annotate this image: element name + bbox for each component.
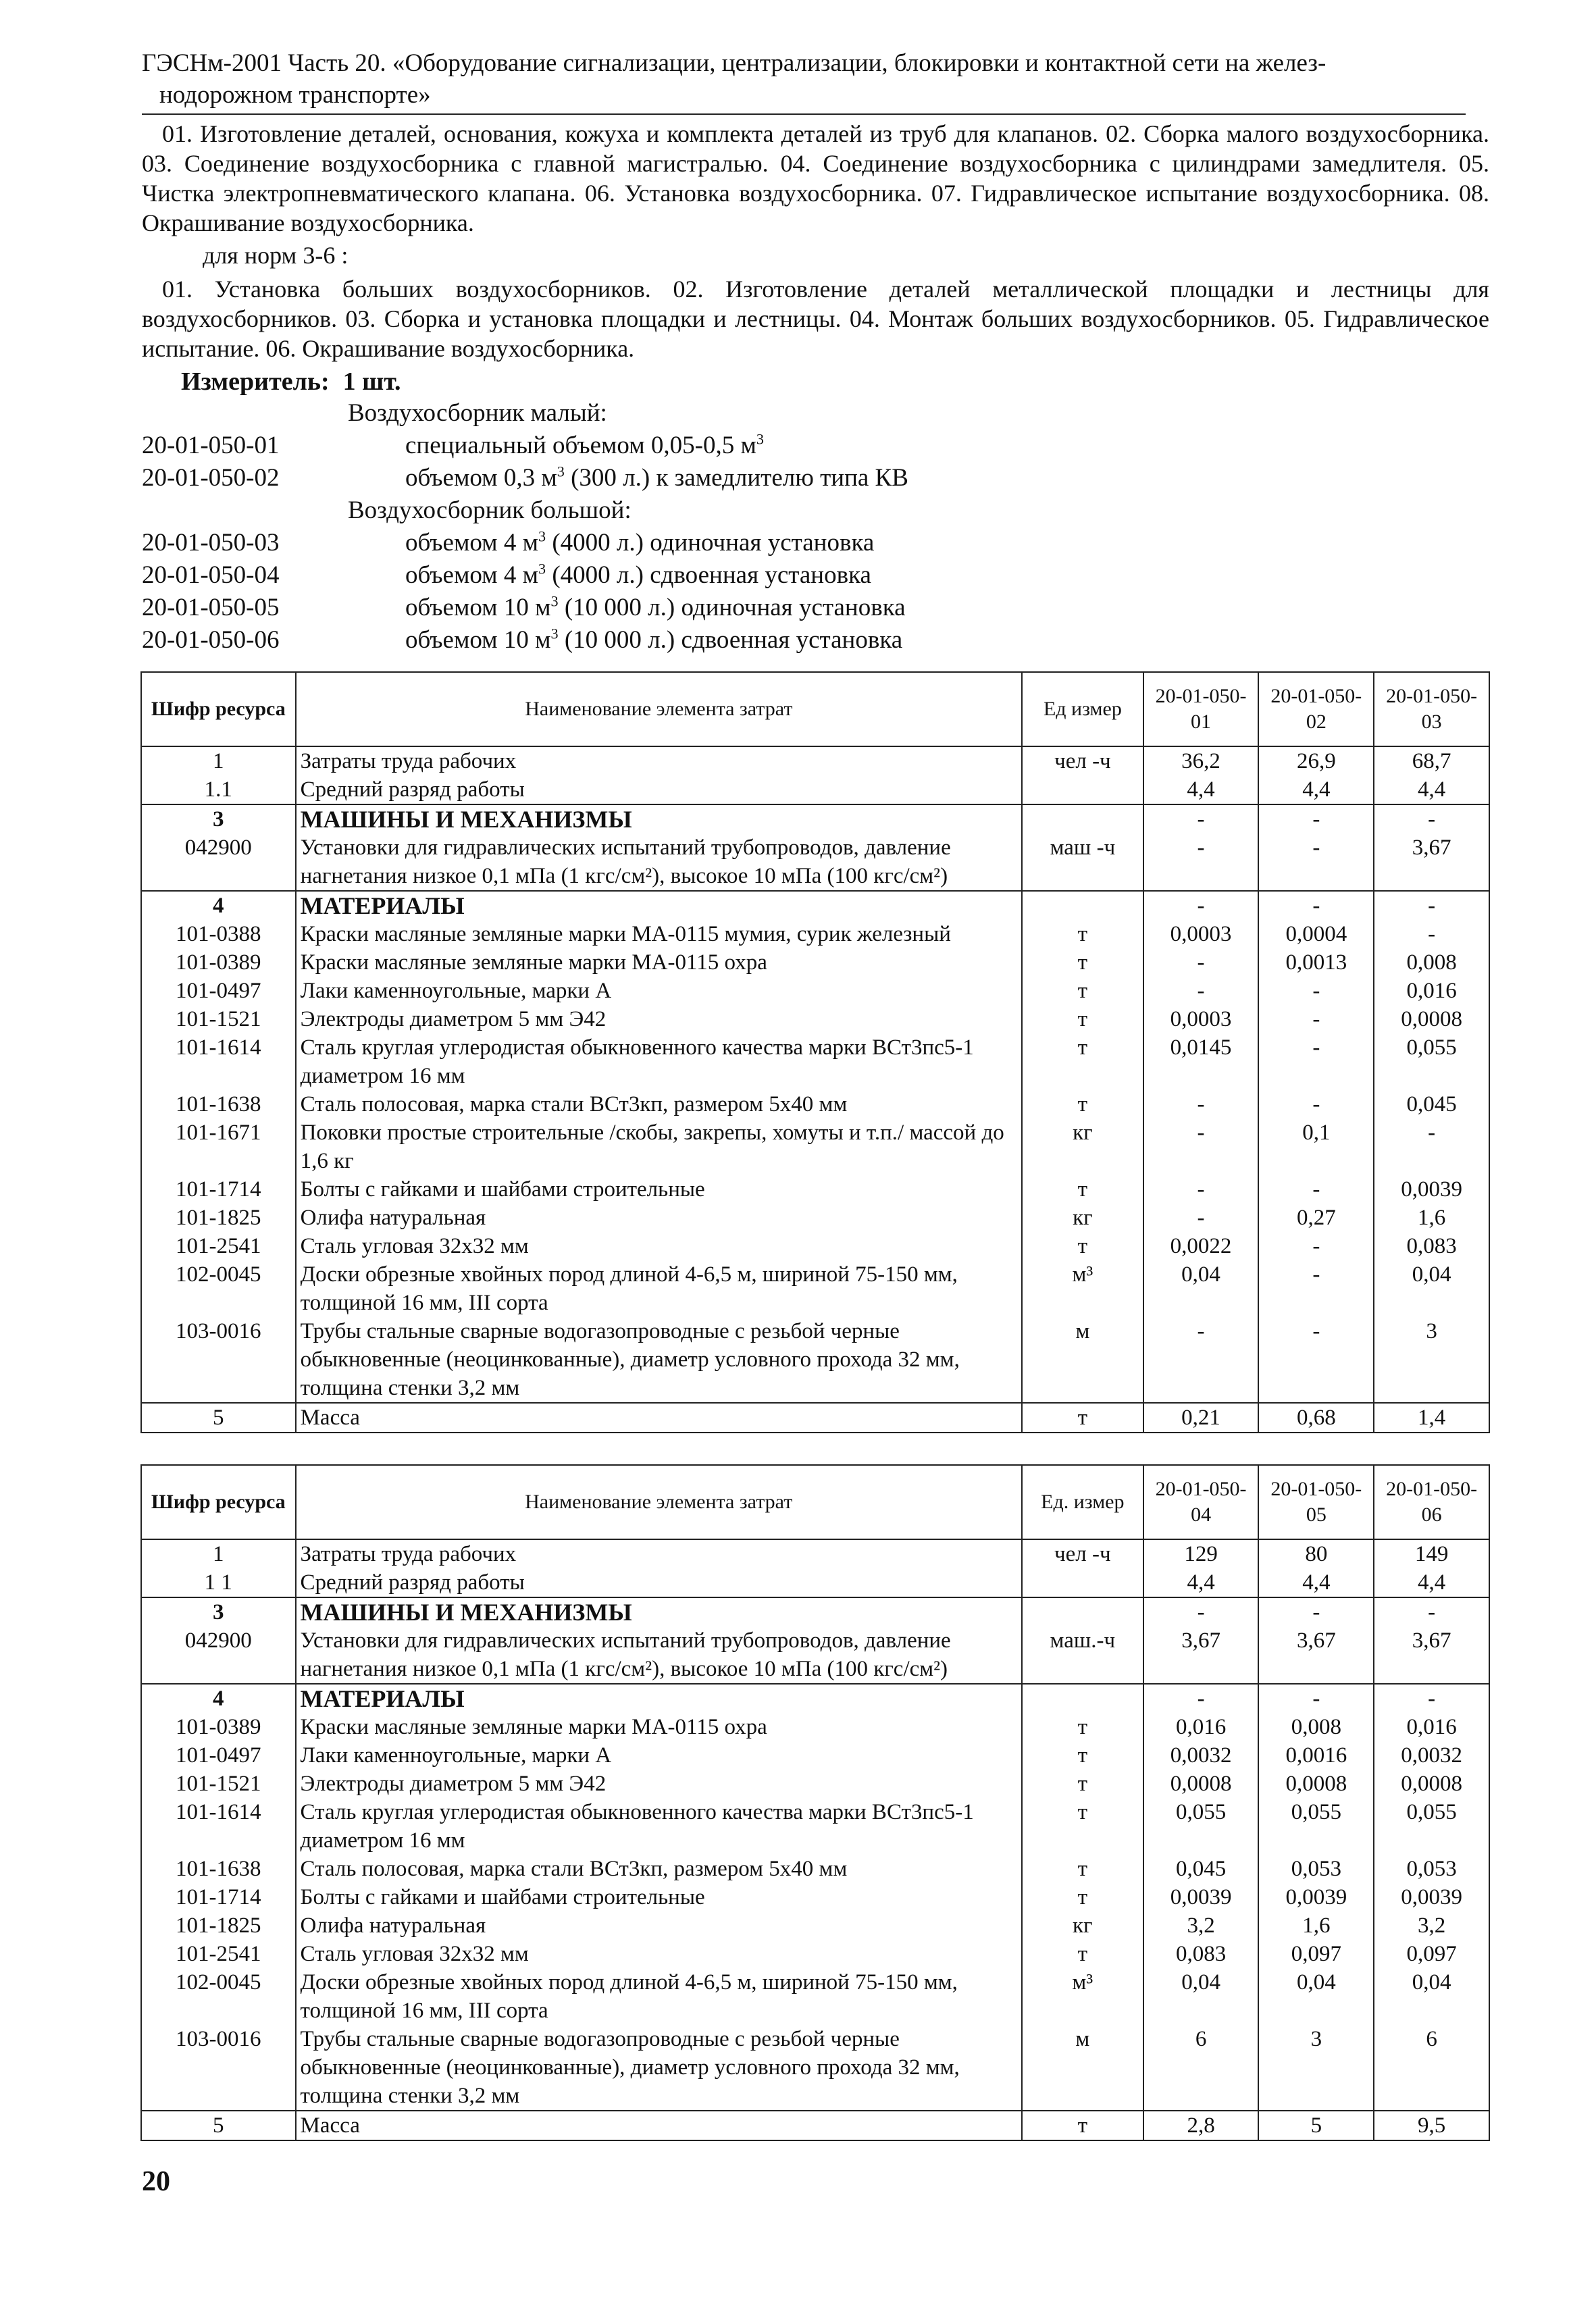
table-cell-c5: 26,9 — [1258, 746, 1374, 775]
table-cell-c5: - — [1258, 1684, 1374, 1713]
table-cell-c5: - — [1258, 1090, 1374, 1119]
table-cell-c2: Сталь круглая углеродистая обыкновенного качества марки ВСт3пс5-1 диаметром 16 мм — [296, 1798, 1022, 1855]
table-cell-c4: - — [1143, 1597, 1259, 1626]
table-cell-c2: Краски масляные земляные марки МА-0115 мумия, сурик железный — [296, 920, 1023, 948]
norm-code: 20-01-050-03 — [142, 529, 280, 557]
table-cell-c1: 101-1825 — [141, 1204, 296, 1232]
table-cell-c2: Сталь круглая углеродистая обыкновенного качества марки ВСт3пс5-1 диаметром 16 мм — [296, 1033, 1023, 1090]
norm-description: объемом 4 $м^3$ (4000 л.) сдвоенная установка — [405, 560, 871, 589]
norm-description: объемом 10 $м^3$ (10 000 л.) одиночная установка — [405, 592, 906, 621]
table-cell-c4: 0,21 — [1143, 1403, 1259, 1433]
table-cell-c3 — [1022, 775, 1143, 804]
group-small-title: Воздухосборник малый: — [348, 399, 607, 427]
table-cell-c1: 4 — [141, 891, 296, 920]
table-cell-c1: 102-0045 — [141, 1260, 296, 1317]
norm-description: объемом 0,3 $м^3$ (300 л.) к замедлителю типа КВ — [405, 463, 908, 492]
table-cell-c5: 0,04 — [1258, 1968, 1374, 2025]
table-row — [141, 1539, 1489, 1568]
table-cell-c1: 101-1614 — [141, 1033, 296, 1090]
table-cell-c5: 4,4 — [1258, 775, 1374, 804]
table-cell-c5: 0,0016 — [1258, 1741, 1374, 1770]
table-cell-c6: 0,083 — [1374, 1232, 1489, 1260]
table-cell-c4: 0,0145 — [1143, 1033, 1259, 1090]
table-cell-c1: 103-0016 — [141, 2025, 296, 2111]
table-cell-c4: 2,8 — [1143, 2111, 1259, 2140]
table-cell-c3: кг — [1022, 1119, 1143, 1175]
table-cell-c5: 4,4 — [1258, 1568, 1374, 1597]
table-cell-c6: 0,0032 — [1374, 1741, 1489, 1770]
table-cell-c4: 0,0003 — [1143, 1005, 1259, 1033]
table-cell-c4: - — [1143, 1090, 1259, 1119]
table-row — [141, 977, 1489, 1005]
table-cell-c4: - — [1143, 1317, 1259, 1403]
table-cell-c3: м³ — [1022, 1260, 1143, 1317]
table-cell-c1: 3 — [141, 1597, 296, 1626]
norm-code: 20-01-050-04 — [142, 561, 280, 589]
table-cell-c2: МАТЕРИАЛЫ — [296, 1684, 1022, 1713]
table-cell-c4: 0,0032 — [1143, 1741, 1259, 1770]
code-row — [142, 527, 1489, 559]
table-cell-c5: - — [1258, 833, 1374, 891]
table-cell-c3: т — [1022, 1713, 1143, 1741]
table-cell-c1: 1 — [141, 1539, 296, 1568]
table-cell-c6: 0,008 — [1374, 948, 1489, 977]
table-cell-c4: - — [1143, 833, 1259, 891]
table-cell-c2: Сталь угловая 32х32 мм — [296, 1940, 1022, 1968]
table-cell-c2: Сталь полосовая, марка стали ВСт3кп, размером 5х40 мм — [296, 1090, 1023, 1119]
table-cell-c1: 101-0388 — [141, 920, 296, 948]
table-cell-c5: - — [1258, 1033, 1374, 1090]
table-cell-c3: т — [1022, 1005, 1143, 1033]
table-cell-c3: т — [1022, 1033, 1143, 1090]
table-cell-c2: Затраты труда рабочих — [296, 746, 1023, 775]
table-cell-c3: м — [1022, 1317, 1143, 1403]
table-cell-c2: Поковки простые строительные /скобы, закрепы, хомуты и т.п./ массой до 1,6 кг — [296, 1119, 1023, 1175]
table-cell-c5: 1,6 — [1258, 1911, 1374, 1940]
table-cell-c5: 0,0039 — [1258, 1883, 1374, 1911]
table-row — [141, 920, 1489, 948]
table-row — [141, 1568, 1489, 1597]
table-cell-c3: т — [1022, 1883, 1143, 1911]
table-cell-c5: - — [1258, 1232, 1374, 1260]
table-cell-c1: 101-0497 — [141, 1741, 296, 1770]
document-page — [142, 47, 1489, 2141]
table-cell-c4: - — [1143, 891, 1259, 920]
table-cell-c1: 042900 — [141, 1626, 296, 1684]
col-header-norm: 20-01-050-01 — [1143, 672, 1259, 746]
table-cell-c6: 1,4 — [1374, 1403, 1489, 1433]
table-cell-c4: 4,4 — [1143, 1568, 1259, 1597]
table-cell-c2: Болты с гайками и шайбами строительные — [296, 1883, 1022, 1911]
col-header-norm: 20-01-050-04 — [1143, 1465, 1259, 1539]
table-cell-c4: 0,055 — [1143, 1798, 1259, 1855]
table-cell-c5: - — [1258, 1597, 1374, 1626]
table-cell-c4: 0,0008 — [1143, 1770, 1259, 1798]
table-cell-c2: Олифа натуральная — [296, 1204, 1023, 1232]
work-description-2: 01. Установка больших воздухосборников. 02. Изготовление деталей металлической площадки и лестницы для воздухосборников. 03. Сборка и установка площадки и лестницы. 04. Монтаж больших воздухосборников. 05. Гидравлическое испытание. 06. Окрашивание воздухосборника. — [142, 276, 1489, 362]
table-cell-c6: 3,67 — [1374, 833, 1489, 891]
table-cell-c1: 101-0389 — [141, 948, 296, 977]
table-cell-c1: 042900 — [141, 833, 296, 891]
table-cell-c1: 101-1638 — [141, 1090, 296, 1119]
table-row — [141, 1033, 1489, 1090]
code-row — [142, 462, 1489, 494]
table-cell-c4: 4,4 — [1143, 775, 1259, 804]
table-cell-c6: 0,055 — [1374, 1798, 1489, 1855]
table-cell-c1: 101-1614 — [141, 1798, 296, 1855]
page-number: 20 — [142, 2166, 170, 2197]
table-row — [141, 746, 1489, 775]
table-cell-c6: 4,4 — [1374, 1568, 1489, 1597]
table-cell-c4: 0,016 — [1143, 1713, 1259, 1741]
table-cell-c3: т — [1022, 1940, 1143, 1968]
table-cell-c1: 101-1825 — [141, 1911, 296, 1940]
table-row — [141, 1911, 1489, 1940]
table-cell-c3: т — [1022, 2111, 1143, 2140]
norm-code: 20-01-050-05 — [142, 594, 280, 621]
table-cell-c2: МАШИНЫ И МЕХАНИЗМЫ — [296, 804, 1023, 833]
table-row — [141, 1713, 1489, 1741]
col-header-code: Шифр ресурса — [141, 672, 296, 746]
col-header-unit: Ед измер — [1022, 672, 1143, 746]
table-cell-c1: 101-1671 — [141, 1119, 296, 1175]
table-cell-c4: 0,0039 — [1143, 1883, 1259, 1911]
table-cell-c2: Олифа натуральная — [296, 1911, 1022, 1940]
table-cell-c1: 1 1 — [141, 1568, 296, 1597]
table-cell-c1: 101-1714 — [141, 1883, 296, 1911]
col-header-name: Наименование элемента затрат — [296, 672, 1023, 746]
table-cell-c3: т — [1022, 1403, 1143, 1433]
table-cell-c1: 101-1714 — [141, 1175, 296, 1204]
table-cell-c3 — [1022, 1597, 1143, 1626]
table-cell-c3: маш -ч — [1022, 833, 1143, 891]
table-cell-c3 — [1022, 1568, 1143, 1597]
table-cell-c5: 0,055 — [1258, 1798, 1374, 1855]
table-cell-c6: 0,055 — [1374, 1033, 1489, 1090]
table-cell-c6: 0,016 — [1374, 1713, 1489, 1741]
table-cell-c3: т — [1022, 920, 1143, 948]
table-row — [141, 1232, 1489, 1260]
table-cell-c2: Установки для гидравлических испытаний трубопроводов, давление нагнетания низкое 0,1 мПа (1 кгс/см²), высокое 10 мПа (100 кгс/см²) — [296, 1626, 1022, 1684]
table-row — [141, 1770, 1489, 1798]
table-cell-c2: Трубы стальные сварные водогазопроводные с резьбой черные обыкновенные (неоцинкованные), диаметр условного прохода 32 мм, толщина стенки 3,2 мм — [296, 2025, 1022, 2111]
table-cell-c4: 6 — [1143, 2025, 1259, 2111]
table-cell-c6: 0,0039 — [1374, 1175, 1489, 1204]
table-cell-c4: 0,045 — [1143, 1855, 1259, 1883]
table-row — [141, 1204, 1489, 1232]
table-cell-c5: 0,053 — [1258, 1855, 1374, 1883]
measure-line — [142, 366, 1489, 397]
table-cell-c3: т — [1022, 977, 1143, 1005]
norm-code: 20-01-050-01 — [142, 432, 280, 459]
table-cell-c1: 103-0016 — [141, 1317, 296, 1403]
table-row — [141, 1260, 1489, 1317]
table-row — [141, 1597, 1489, 1626]
table-cell-c4: - — [1143, 1684, 1259, 1713]
table-row — [141, 833, 1489, 891]
table-cell-c2: Краски масляные земляные марки МА-0115 охра — [296, 1713, 1022, 1741]
table-cell-c5: 80 — [1258, 1539, 1374, 1568]
table-cell-c6: - — [1374, 920, 1489, 948]
table-cell-c4: 0,0003 — [1143, 920, 1259, 948]
table-cell-c6: - — [1374, 804, 1489, 833]
table-cell-c4: 129 — [1143, 1539, 1259, 1568]
table-cell-c6: - — [1374, 1119, 1489, 1175]
table-header-row — [141, 1465, 1489, 1539]
norm-description: объемом 10 $м^3$ (10 000 л.) сдвоенная установка — [405, 625, 903, 654]
table-cell-c1: 1.1 — [141, 775, 296, 804]
table-row — [141, 804, 1489, 833]
norm-codes-list — [142, 397, 1489, 657]
table-cell-c5: 0,0004 — [1258, 920, 1374, 948]
table-cell-c3: т — [1022, 1770, 1143, 1798]
table-cell-c5: 0,097 — [1258, 1940, 1374, 1968]
table-cell-c3: чел -ч — [1022, 746, 1143, 775]
table-cell-c5: 0,68 — [1258, 1403, 1374, 1433]
table-cell-c6: 0,045 — [1374, 1090, 1489, 1119]
code-row — [142, 624, 1489, 657]
table-cell-c1: 3 — [141, 804, 296, 833]
table-cell-c3: т — [1022, 1175, 1143, 1204]
col-header-norm: 20-01-050-02 — [1258, 672, 1374, 746]
table-cell-c6: 0,04 — [1374, 1968, 1489, 2025]
table-row — [141, 891, 1489, 920]
header-line-1: ГЭСНм-2001 Часть 20. «Оборудование сигнализации, централизации, блокировки и контактной сети на желез- — [142, 49, 1327, 77]
table-cell-c1: 101-1638 — [141, 1855, 296, 1883]
table-cell-c3: кг — [1022, 1204, 1143, 1232]
table-cell-c5: 0,008 — [1258, 1713, 1374, 1741]
table-cell-c4: - — [1143, 948, 1259, 977]
table-row — [141, 2111, 1489, 2140]
table-cell-c2: Установки для гидравлических испытаний трубопроводов, давление нагнетания низкое 0,1 мПа (1 кгс/см²), высокое 10 мПа (100 кгс/см²) — [296, 833, 1023, 891]
table-cell-c2: Электроды диаметром 5 мм Э42 — [296, 1005, 1023, 1033]
table-row — [141, 1626, 1489, 1684]
table-cell-c4: - — [1143, 804, 1259, 833]
table-cell-c5: 3 — [1258, 2025, 1374, 2111]
col-header-norm: 20-01-050-06 — [1374, 1465, 1489, 1539]
code-row — [142, 430, 1489, 462]
table-cell-c3: т — [1022, 948, 1143, 977]
table-cell-c6: - — [1374, 891, 1489, 920]
table-cell-c3: т — [1022, 1232, 1143, 1260]
table-row — [141, 1005, 1489, 1033]
table-cell-c1: 4 — [141, 1684, 296, 1713]
table-cell-c2: Краски масляные земляные марки МА-0115 охра — [296, 948, 1023, 977]
table-cell-c2: Сталь угловая 32х32 мм — [296, 1232, 1023, 1260]
norm-code: 20-01-050-06 — [142, 626, 280, 654]
table-cell-c6: 3,2 — [1374, 1911, 1489, 1940]
table-cell-c2: МАШИНЫ И МЕХАНИЗМЫ — [296, 1597, 1022, 1626]
table-cell-c3 — [1022, 804, 1143, 833]
table-row — [141, 1741, 1489, 1770]
table-row — [141, 1798, 1489, 1855]
col-header-unit: Ед. измер — [1022, 1465, 1143, 1539]
table-cell-c6: 0,053 — [1374, 1855, 1489, 1883]
table-cell-c5: 0,27 — [1258, 1204, 1374, 1232]
table-cell-c2: Трубы стальные сварные водогазопроводные с резьбой черные обыкновенные (неоцинкованные), диаметр условного прохода 32 мм, толщина стенки 3,2 мм — [296, 1317, 1023, 1403]
table-row — [141, 1090, 1489, 1119]
table-cell-c4: 36,2 — [1143, 746, 1259, 775]
table-row — [141, 1403, 1489, 1433]
table-cell-c2: МАТЕРИАЛЫ — [296, 891, 1023, 920]
table-cell-c5: 0,0008 — [1258, 1770, 1374, 1798]
table-row — [141, 775, 1489, 804]
table-cell-c6: 0,016 — [1374, 977, 1489, 1005]
table-header-row — [141, 672, 1489, 746]
norm-description: специальный объемом 0,05-0,5 $м^3$ — [405, 430, 764, 459]
table-cell-c3: маш.-ч — [1022, 1626, 1143, 1684]
table-cell-c4: 3,2 — [1143, 1911, 1259, 1940]
table-cell-c3: м — [1022, 2025, 1143, 2111]
table-cell-c4: 0,0022 — [1143, 1232, 1259, 1260]
table-row — [141, 1883, 1489, 1911]
resource-table-2 — [140, 1464, 1490, 2141]
table-cell-c4: 0,083 — [1143, 1940, 1259, 1968]
table-cell-c2: Сталь полосовая, марка стали ВСт3кп, размером 5х40 мм — [296, 1855, 1022, 1883]
table-cell-c6: 0,04 — [1374, 1260, 1489, 1317]
table-cell-c4: - — [1143, 1204, 1259, 1232]
table-row — [141, 1940, 1489, 1968]
table-cell-c3: т — [1022, 1741, 1143, 1770]
resource-table-1 — [140, 671, 1490, 1433]
table-cell-c6: 0,0039 — [1374, 1883, 1489, 1911]
table-cell-c6: 0,0008 — [1374, 1770, 1489, 1798]
table-row — [141, 1317, 1489, 1403]
norm-code: 20-01-050-02 — [142, 464, 280, 492]
table-cell-c2: Болты с гайками и шайбами строительные — [296, 1175, 1023, 1204]
table-row — [141, 1684, 1489, 1713]
table-row — [141, 1175, 1489, 1204]
table-cell-c6: 3 — [1374, 1317, 1489, 1403]
table-cell-c3: м³ — [1022, 1968, 1143, 2025]
col-header-norm: 20-01-050-03 — [1374, 672, 1489, 746]
table-cell-c2: Затраты труда рабочих — [296, 1539, 1022, 1568]
table-cell-c6: - — [1374, 1684, 1489, 1713]
table-cell-c6: 6 — [1374, 2025, 1489, 2111]
table-row — [141, 1968, 1489, 2025]
table-cell-c5: - — [1258, 804, 1374, 833]
table-cell-c1: 5 — [141, 2111, 296, 2140]
table-cell-c5: 3,67 — [1258, 1626, 1374, 1684]
table-cell-c1: 101-2541 — [141, 1940, 296, 1968]
table-cell-c3 — [1022, 891, 1143, 920]
measure-value: 1 шт. — [342, 367, 401, 396]
table-cell-c3: т — [1022, 1798, 1143, 1855]
table-cell-c4: - — [1143, 1175, 1259, 1204]
table-cell-c6: 1,6 — [1374, 1204, 1489, 1232]
table-cell-c4: - — [1143, 1119, 1259, 1175]
table-cell-c2: Электроды диаметром 5 мм Э42 — [296, 1770, 1022, 1798]
code-row — [142, 592, 1489, 624]
table-cell-c6: 0,097 — [1374, 1940, 1489, 1968]
col-header-name: Наименование элемента затрат — [296, 1465, 1022, 1539]
table-cell-c2: Лаки каменноугольные, марки А — [296, 1741, 1022, 1770]
table-cell-c1: 1 — [141, 746, 296, 775]
table-cell-c5: - — [1258, 1317, 1374, 1403]
table-cell-c5: - — [1258, 1005, 1374, 1033]
table-cell-c3: т — [1022, 1855, 1143, 1883]
table-cell-c6: 3,67 — [1374, 1626, 1489, 1684]
table-row — [141, 2025, 1489, 2111]
table-cell-c5: - — [1258, 1260, 1374, 1317]
table-cell-c2: Масса — [296, 1403, 1023, 1433]
table-cell-c4: 0,04 — [1143, 1968, 1259, 2025]
table-cell-c3: чел -ч — [1022, 1539, 1143, 1568]
table-cell-c1: 101-1521 — [141, 1005, 296, 1033]
table-cell-c2: Масса — [296, 2111, 1022, 2140]
table-cell-c3: т — [1022, 1090, 1143, 1119]
table-cell-c1: 5 — [141, 1403, 296, 1433]
norm-description: объемом 4 $м^3$ (4000 л.) одиночная установка — [405, 528, 875, 557]
table-cell-c4: 0,04 — [1143, 1260, 1259, 1317]
table-cell-c3: кг — [1022, 1911, 1143, 1940]
table-cell-c5: - — [1258, 891, 1374, 920]
col-header-norm: 20-01-050-05 — [1258, 1465, 1374, 1539]
table-cell-c3 — [1022, 1684, 1143, 1713]
table-row — [141, 1855, 1489, 1883]
table-cell-c5: 0,0013 — [1258, 948, 1374, 977]
table-cell-c5: - — [1258, 977, 1374, 1005]
table-cell-c5: 5 — [1258, 2111, 1374, 2140]
table-cell-c1: 102-0045 — [141, 1968, 296, 2025]
table-cell-c4: 3,67 — [1143, 1626, 1259, 1684]
group-large-title: Воздухосборник большой: — [348, 496, 632, 524]
table-row — [141, 1119, 1489, 1175]
table-cell-c6: 68,7 — [1374, 746, 1489, 775]
table-cell-c6: 149 — [1374, 1539, 1489, 1568]
code-row — [142, 559, 1489, 592]
table-cell-c2: Лаки каменноугольные, марки А — [296, 977, 1023, 1005]
table-cell-c2: Средний разряд работы — [296, 1568, 1022, 1597]
table-row — [141, 948, 1489, 977]
for-norms-label: для норм 3-6 : — [203, 242, 349, 269]
work-description-1: 01. Изготовление деталей, основания, кожуха и комплекта деталей из труб для клапанов. 02. Сборка малого воздухосборника. 03. Соединение воздухосборника с главной магистралью. 04. Соединение воздухосборника с цилиндрами замедлителя. 05. Чистка электропневматического клапана. 06. Установка воздухосборника. 07. Гидравлическое испытание воздухосборника. 08. Окрашивание воздухосборника. — [142, 120, 1489, 236]
table-cell-c1: 101-2541 — [141, 1232, 296, 1260]
table-cell-c6: 4,4 — [1374, 775, 1489, 804]
table-cell-c1: 101-0497 — [141, 977, 296, 1005]
header-line-2: нодорожном транспорте» — [159, 81, 431, 109]
table-cell-c5: - — [1258, 1175, 1374, 1204]
table-cell-c2: Доски обрезные хвойных пород длиной 4-6,5 м, шириной 75-150 мм, толщиной 16 мм, III сорта — [296, 1260, 1023, 1317]
table-cell-c1: 101-1521 — [141, 1770, 296, 1798]
table-cell-c1: 101-0389 — [141, 1713, 296, 1741]
page-header — [142, 47, 1466, 115]
table-cell-c2: Средний разряд работы — [296, 775, 1023, 804]
table-cell-c6: 9,5 — [1374, 2111, 1489, 2140]
table-cell-c6: - — [1374, 1597, 1489, 1626]
col-header-code: Шифр ресурса — [141, 1465, 296, 1539]
table-cell-c5: 0,1 — [1258, 1119, 1374, 1175]
table-cell-c2: Доски обрезные хвойных пород длиной 4-6,5 м, шириной 75-150 мм, толщиной 16 мм, III сорта — [296, 1968, 1022, 2025]
table-cell-c4: - — [1143, 977, 1259, 1005]
measure-label: Измеритель: — [181, 367, 330, 396]
table-cell-c6: 0,0008 — [1374, 1005, 1489, 1033]
